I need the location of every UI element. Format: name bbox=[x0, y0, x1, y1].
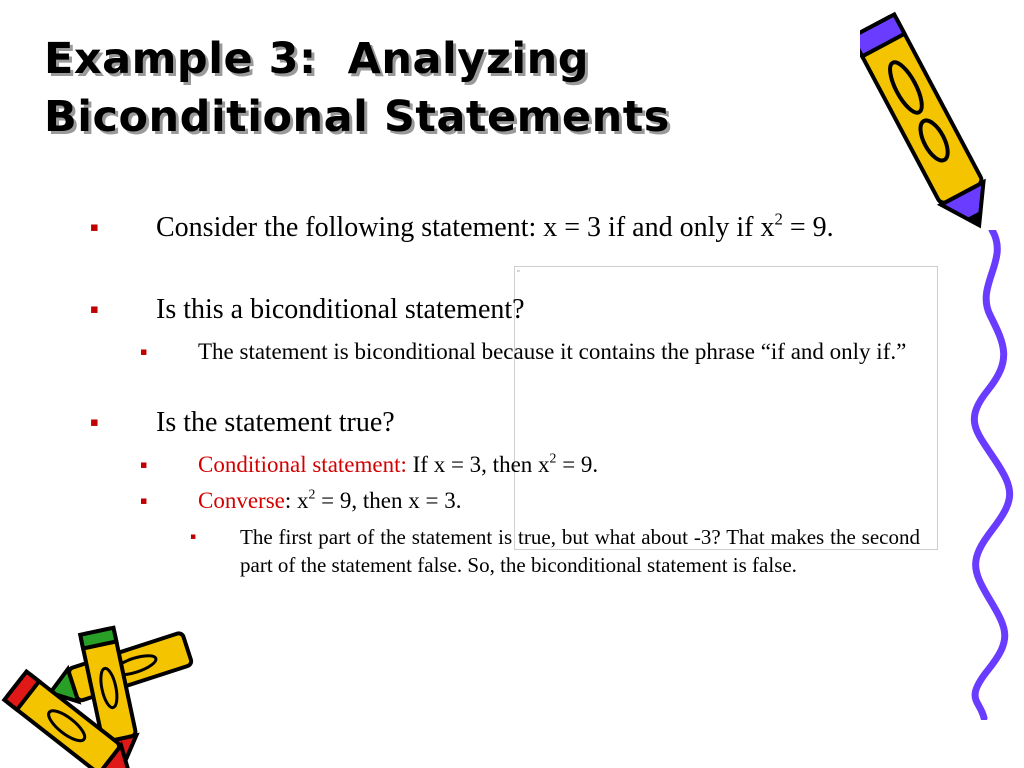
converse-label: Converse bbox=[198, 488, 285, 513]
broken-image-icon: ▫ bbox=[517, 268, 520, 273]
bullet-text: Consider the following statement: x = 3 if and only if $x^2 = 9$. bbox=[156, 209, 834, 243]
bullet-marker: ▪ bbox=[140, 458, 148, 471]
bullet-text: Is the statement true? bbox=[156, 407, 395, 438]
title-line-2: Biconditional Statements bbox=[44, 92, 670, 142]
pencils-icon bbox=[0, 618, 210, 768]
bullet-marker: ▪ bbox=[90, 220, 99, 235]
bullet-marker: ▪ bbox=[90, 302, 99, 317]
title-line-1: Example 3: Analyzing bbox=[44, 34, 589, 84]
slide-title bbox=[44, 30, 844, 146]
bullet-marker: ▪ bbox=[190, 532, 197, 542]
pencil-icon bbox=[860, 0, 1000, 240]
bullet-text: Is this a biconditional statement? bbox=[156, 294, 525, 325]
bullet-marker: ▪ bbox=[90, 415, 99, 430]
squiggle-line bbox=[970, 230, 1020, 720]
bullet-text: Conditional statement: If x = 3, then $x^2 = 9$. bbox=[198, 450, 599, 477]
bullet-text: The first part of the statement is true, but what about -3? That makes the second part of the statement false. So, the biconditional statement is false. bbox=[240, 525, 920, 577]
bullet-marker: ▪ bbox=[140, 345, 148, 358]
conditional-label: Conditional statement: bbox=[198, 452, 407, 477]
bullet-text: Converse: $x^2 = 9$, then x = 3. bbox=[198, 486, 462, 513]
bullet-text: The statement is biconditional because it contains the phrase “if and only if.” bbox=[198, 339, 907, 364]
bullet-marker: ▪ bbox=[140, 494, 148, 507]
